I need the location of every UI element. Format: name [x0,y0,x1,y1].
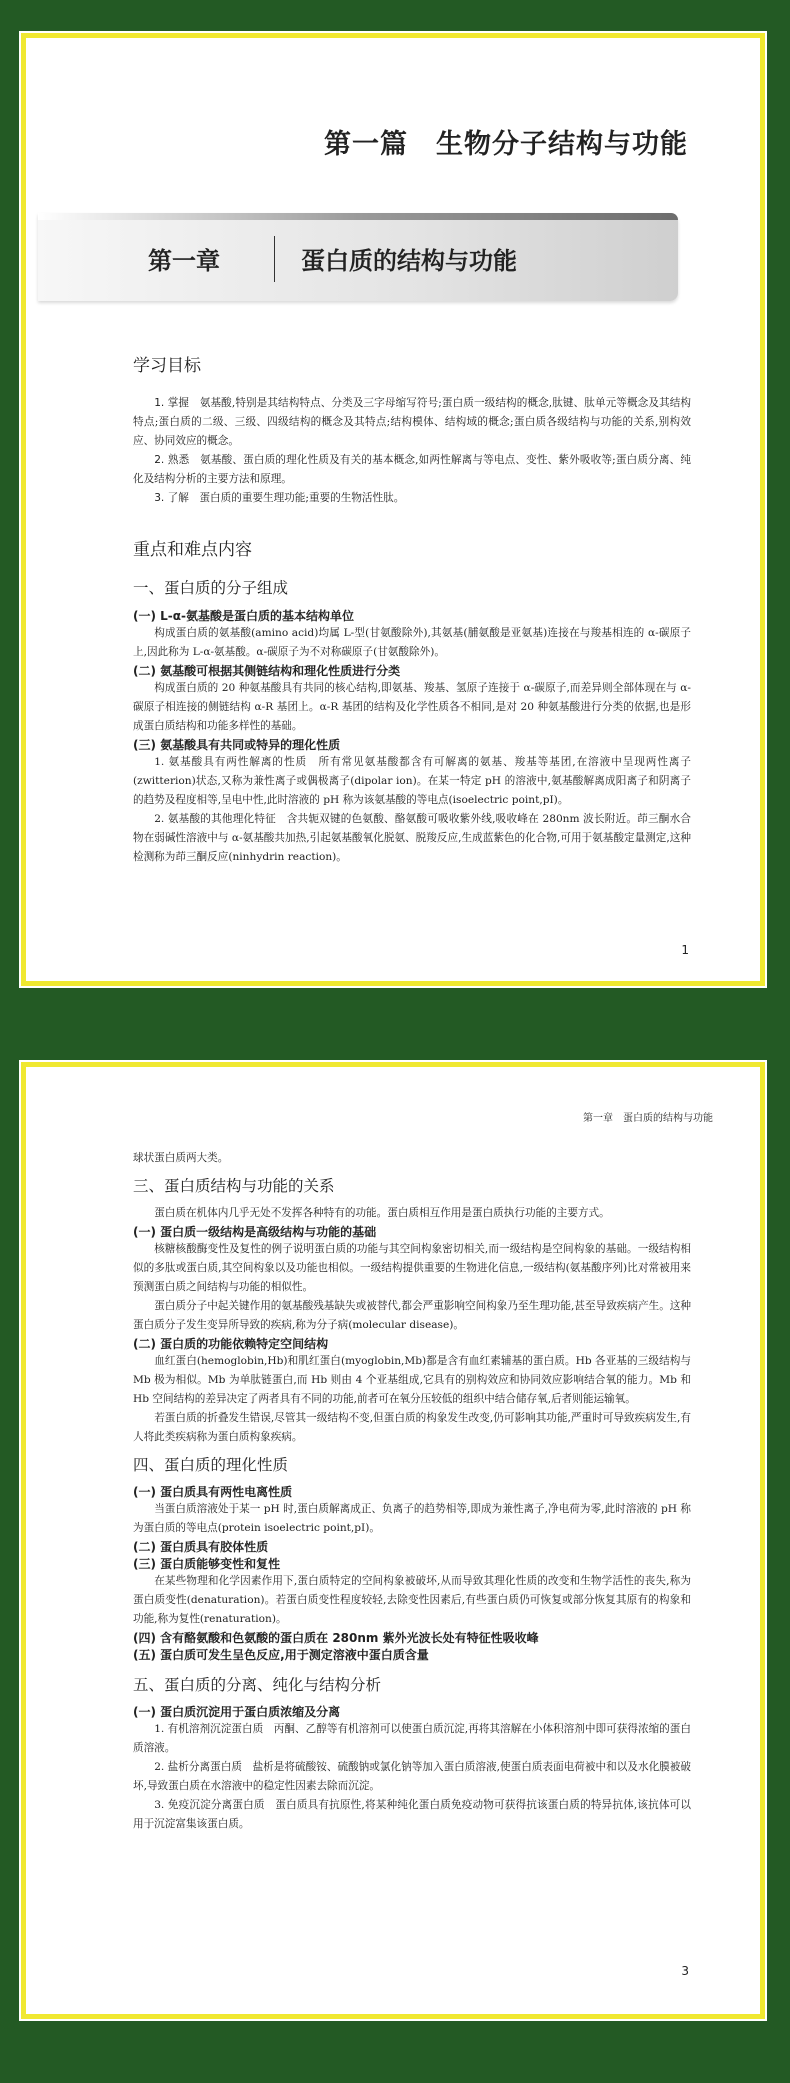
subsection-title: (一) L-α-氨基酸是蛋白质的基本结构单位 [133,609,354,623]
paragraph: 蛋白质分子中起关键作用的氨基酸残基缺失或被替代,都会严重影响空间构象乃至生理功能,甚至导致疾病产生。这种蛋白质分子发生变异所导致的疾病,称为分子病(molecular disease)。 [133,1300,691,1331]
key-heading: 重点和难点内容 [133,540,252,560]
chapter-number: 第一章 [148,247,220,275]
paragraph: 蛋白质在机体内几乎无处不发挥各种特有的功能。蛋白质相互作用是蛋白质执行功能的主要方式。 [154,1207,610,1219]
paragraph: 2. 盐析分离蛋白质 盐析是将硫酸铵、硫酸钠或氯化钠等加入蛋白质溶液,使蛋白质表面电荷被中和以及水化膜被破坏,导致蛋白质在水溶液中的稳定性因素去除而沉淀。 [133,1761,691,1792]
paragraph: 1. 有机溶剂沉淀蛋白质 丙酮、乙醇等有机溶剂可以使蛋白质沉淀,再将其溶解在小体积溶剂中即可获得浓缩的蛋白质溶液。 [133,1723,691,1754]
page-1 [21,33,765,986]
objective-item: 3. 了解 蛋白质的重要生理功能;重要的生物活性肽。 [154,492,405,504]
paragraph: 核糖核酸酶变性及复性的例子说明蛋白质的功能与其空间构象密切相关,而一级结构是空间构象的基础。一级结构相似的多肽或蛋白质,其空间构象以及功能也相似。一级结构提供重要的生物进化信息,一级结构(氨基酸序列)比对常被用来预测蛋白质之间结构与功能的相似性。 [133,1243,691,1293]
subsection-title: (一) 蛋白质一级结构是高级结构与功能的基础 [133,1225,377,1239]
objective-item: 1. 掌握 氨基酸,特别是其结构特点、分类及三字母缩写符号;蛋白质一级结构的概念,肽键、肽单元等概念及其结构特点;蛋白质的二级、三级、四级结构的概念及其特点;结构模体、结构域的概念;蛋白质各级结构与功能的关系,别构效应、协同效应的概念。 [133,397,691,447]
paragraph: 3. 免疫沉淀分离蛋白质 蛋白质具有抗原性,将某种纯化蛋白质免疫动物可获得抗该蛋白质的特异抗体,该抗体可以用于沉淀富集该蛋白质。 [133,1799,691,1830]
objectives-block [133,351,691,508]
section-title: 三、蛋白质结构与功能的关系 [133,1177,335,1195]
paragraph: 血红蛋白(hemoglobin,Hb)和肌红蛋白(myoglobin,Mb)都是含有血红素辅基的蛋白质。Hb 各亚基的三级结构与 Mb 极为相似。Mb 为单肽链蛋白,而 Hb 则由 4 个亚基组成,它具有的别构效应和协同效应影响结合氧的能力。Mb 和 Hb 空间结构的差异决定了两者具有不同的功能,前者可在氧分压较低的组织中结合储存氧,后者则能运输氧。 [133,1355,691,1405]
subsection-title: (二) 蛋白质的功能依赖特定空间结构 [133,1337,329,1351]
subsection-title: (三) 蛋白质能够变性和复性 [133,1557,281,1571]
subsection-title: (一) 蛋白质沉淀用于蛋白质浓缩及分离 [133,1705,341,1719]
paragraph: 在某些物理和化学因素作用下,蛋白质特定的空间构象被破坏,从而导致其理化性质的改变和生物学活性的丧失,称为蛋白质变性(denaturation)。若蛋白质变性程度较轻,去除变性因素后,有些蛋白质仍可恢复或部分恢复其原有的构象和功能,称为复性(renaturation)。 [133,1575,691,1625]
objectives-heading: 学习目标 [133,356,201,376]
subsection-title: (三) 氨基酸具有共同或特异的理化性质 [133,738,341,752]
section-title: 四、蛋白质的理化性质 [133,1456,289,1474]
key-content-block [133,535,691,867]
paragraph: 球状蛋白质两大类。 [133,1152,229,1164]
part-title: 第一篇 生物分子结构与功能 [324,129,688,160]
subsection-title: (五) 蛋白质可发生呈色反应,用于测定溶液中蛋白质含量 [133,1648,429,1662]
chapter-divider [274,236,275,282]
paragraph: 若蛋白质的折叠发生错误,尽管其一级结构不变,但蛋白质的构象发生改变,仍可影响其功能,严重时可导致疾病发生,有人将此类疾病称为蛋白质构象疾病。 [133,1412,691,1443]
subsection-title: (一) 蛋白质具有两性电离性质 [133,1485,293,1499]
objective-item: 2. 熟悉 氨基酸、蛋白质的理化性质及有关的基本概念,如两性解离与等电点、变性、紫外吸收等;蛋白质分离、纯化及结构分析的主要方法和原理。 [133,454,692,485]
page-number: 1 [681,943,689,957]
paragraph: 构成蛋白质的 20 种氨基酸具有共同的核心结构,即氨基、羧基、氢原子连接于 α-碳原子,而差异则全部体现在与 α-碳原子相连接的侧链结构 α-R 基团上。α-R 基团的结构及化学性质各不相同,是对 20 种氨基酸进行分类的依据,也是形成蛋白质结构和功能多样性的基础。 [133,682,691,732]
page-number: 3 [681,1964,689,1978]
running-head: 第一章 蛋白质的结构与功能 [583,1113,713,1124]
chapter-title: 蛋白质的结构与功能 [301,247,517,275]
paragraph: 1. 氨基酸具有两性解离的性质 所有常见氨基酸都含有可解离的氨基、羧基等基团,在溶液中呈现两性离子(zwitterion)状态,又称为兼性离子或偶极离子(dipolar ion)。在某一特定 pH 的溶液中,氨基酸解离成阳离子和阴离子的趋势及程度相等,呈电中性,此时溶液的 pH 称为该氨基酸的等电点(isoelectric point,pI)。 [133,756,691,806]
paragraph: 当蛋白质溶液处于某一 pH 时,蛋白质解离成正、负离子的趋势相等,即成为兼性离子,净电荷为零,此时溶液的 pH 称为蛋白质的等电点(protein isoelectric point,pI)。 [133,1503,691,1534]
page3-body [133,1149,691,1834]
subsection-title: (四) 含有酪氨酸和色氨酸的蛋白质在 280nm 紫外光波长处有特征性吸收峰 [133,1631,539,1645]
section-title: 一、蛋白质的分子组成 [133,579,289,597]
paragraph: 构成蛋白质的氨基酸(amino acid)均属 L-型(甘氨酸除外),其氨基(脯氨酸是亚氨基)连接在与羧基相连的 α-碳原子上,因此称为 L-α-氨基酸。α-碳原子为不对称碳原子(甘氨酸除外)。 [133,627,691,658]
subsection-title: (二) 蛋白质具有胶体性质 [133,1540,269,1554]
page-3 [21,1062,765,2019]
subsection-title: (二) 氨基酸可根据其侧链结构和理化性质进行分类 [133,664,401,678]
paragraph: 2. 氨基酸的其他理化特征 含共轭双键的色氨酸、酪氨酸可吸收紫外线,吸收峰在 280nm 波长附近。茚三酮水合物在弱碱性溶液中与 α-氨基酸共加热,引起氨基酸氧化脱氨、脱羧反应,生成蓝紫色的化合物,可用于氨基酸定量测定,这种检测称为茚三酮反应(ninhydrin reaction)。 [133,813,691,863]
section-title: 五、蛋白质的分离、纯化与结构分析 [133,1676,382,1694]
